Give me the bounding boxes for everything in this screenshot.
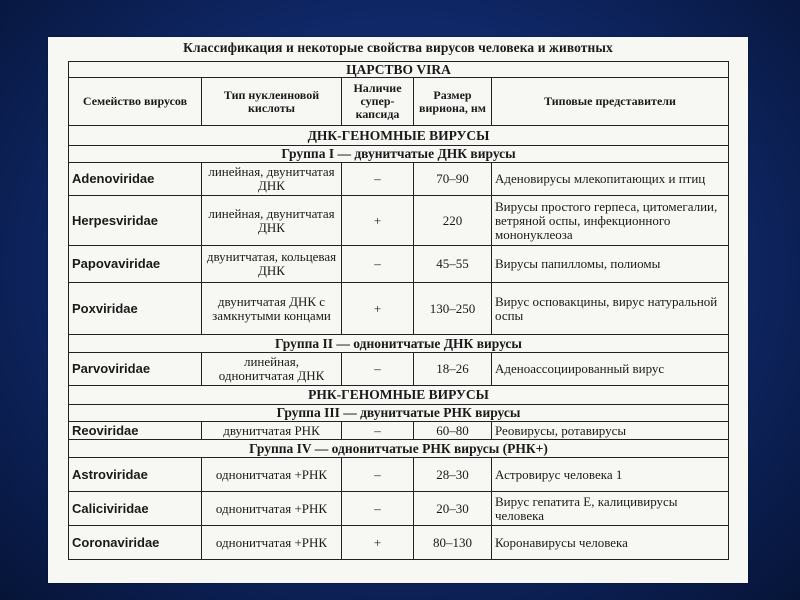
- supercapsid-cell: +: [342, 196, 414, 246]
- virus-classification-table: [68, 61, 729, 560]
- table-row: [69, 246, 729, 283]
- group-row: [69, 335, 729, 353]
- section-row: [69, 126, 729, 146]
- kingdom-row: [69, 62, 729, 78]
- family-cell: Astroviridae: [69, 458, 202, 492]
- family-cell: Herpesviridae: [69, 196, 202, 246]
- header-representatives: Типовые представители: [492, 78, 729, 126]
- family-cell: Parvoviridae: [69, 353, 202, 386]
- group-4-label: Группа IV — однонитчатые РНК вирусы (РНК+): [69, 440, 729, 458]
- table-row: [69, 492, 729, 526]
- representatives-cell: Вирусы папилломы, полиомы: [492, 246, 729, 283]
- acid-cell: однонитчатая +РНК: [202, 526, 342, 560]
- group-3-label: Группа III — двунитчатые РНК вирусы: [69, 405, 729, 422]
- document-sheet: [48, 37, 748, 583]
- size-cell: 70–90: [414, 163, 492, 196]
- supercapsid-cell: –: [342, 492, 414, 526]
- size-cell: 60–80: [414, 422, 492, 440]
- acid-cell: двунитчатая РНК: [202, 422, 342, 440]
- family-cell: Adenoviridae: [69, 163, 202, 196]
- supercapsid-cell: –: [342, 246, 414, 283]
- acid-cell: двунитчатая, кольцевая ДНК: [202, 246, 342, 283]
- acid-cell: однонитчатая +РНК: [202, 458, 342, 492]
- group-row: [69, 440, 729, 458]
- supercapsid-cell: +: [342, 283, 414, 335]
- supercapsid-cell: –: [342, 163, 414, 196]
- group-1-label: Группа I — двунитчатые ДНК вирусы: [69, 146, 729, 163]
- supercapsid-cell: –: [342, 458, 414, 492]
- dna-section-label: ДНК-ГЕНОМНЫЕ ВИРУСЫ: [69, 126, 729, 146]
- header-supercapsid: Наличие супер-капсида: [342, 78, 414, 126]
- family-cell: Poxviridae: [69, 283, 202, 335]
- group-2-label: Группа II — однонитчатые ДНК вирусы: [69, 335, 729, 353]
- table-row: [69, 526, 729, 560]
- acid-cell: двунитчатая ДНК с замкнутыми концами: [202, 283, 342, 335]
- supercapsid-cell: –: [342, 422, 414, 440]
- header-row: [69, 78, 729, 126]
- size-cell: 20–30: [414, 492, 492, 526]
- family-cell: Papovaviridae: [69, 246, 202, 283]
- supercapsid-cell: +: [342, 526, 414, 560]
- size-cell: 45–55: [414, 246, 492, 283]
- representatives-cell: Вирус осповакцины, вирус натуральной оспы: [492, 283, 729, 335]
- acid-cell: однонитчатая +РНК: [202, 492, 342, 526]
- table-row: [69, 283, 729, 335]
- size-cell: 220: [414, 196, 492, 246]
- group-row: [69, 146, 729, 163]
- acid-cell: линейная, двунитчатая ДНК: [202, 196, 342, 246]
- family-cell: Reoviridae: [69, 422, 202, 440]
- group-row: [69, 405, 729, 422]
- section-row: [69, 386, 729, 405]
- size-cell: 130–250: [414, 283, 492, 335]
- table-row: [69, 196, 729, 246]
- size-cell: 80–130: [414, 526, 492, 560]
- acid-cell: линейная, однонитчатая ДНК: [202, 353, 342, 386]
- table-row: [69, 163, 729, 196]
- rna-section-label: РНК-ГЕНОМНЫЕ ВИРУСЫ: [69, 386, 729, 405]
- acid-cell: линейная, двунитчатая ДНК: [202, 163, 342, 196]
- size-cell: 28–30: [414, 458, 492, 492]
- representatives-cell: Коронавирусы человека: [492, 526, 729, 560]
- representatives-cell: Аденовирусы млекопитающих и птиц: [492, 163, 729, 196]
- representatives-cell: Реовирусы, ротавирусы: [492, 422, 729, 440]
- kingdom-label: ЦАРСТВО VIRA: [69, 62, 729, 78]
- representatives-cell: Аденоассоциированный вирус: [492, 353, 729, 386]
- header-acid: Тип нуклеиновой кислоты: [202, 78, 342, 126]
- table-row: [69, 353, 729, 386]
- representatives-cell: Вирусы простого герпеса, цитомегалии, ветряной оспы, инфекционного мононуклеоза: [492, 196, 729, 246]
- representatives-cell: Вирус гепатита Е, калицивирусы человека: [492, 492, 729, 526]
- header-size: Размер вириона, нм: [414, 78, 492, 126]
- supercapsid-cell: –: [342, 353, 414, 386]
- table-row: [69, 422, 729, 440]
- page-title: Классификация и некоторые свойства вирусов человека и животных: [183, 40, 613, 55]
- header-family: Семейство вирусов: [69, 78, 202, 126]
- table-row: [69, 458, 729, 492]
- family-cell: Caliciviridae: [69, 492, 202, 526]
- representatives-cell: Астровирус человека 1: [492, 458, 729, 492]
- family-cell: Coronaviridae: [69, 526, 202, 560]
- size-cell: 18–26: [414, 353, 492, 386]
